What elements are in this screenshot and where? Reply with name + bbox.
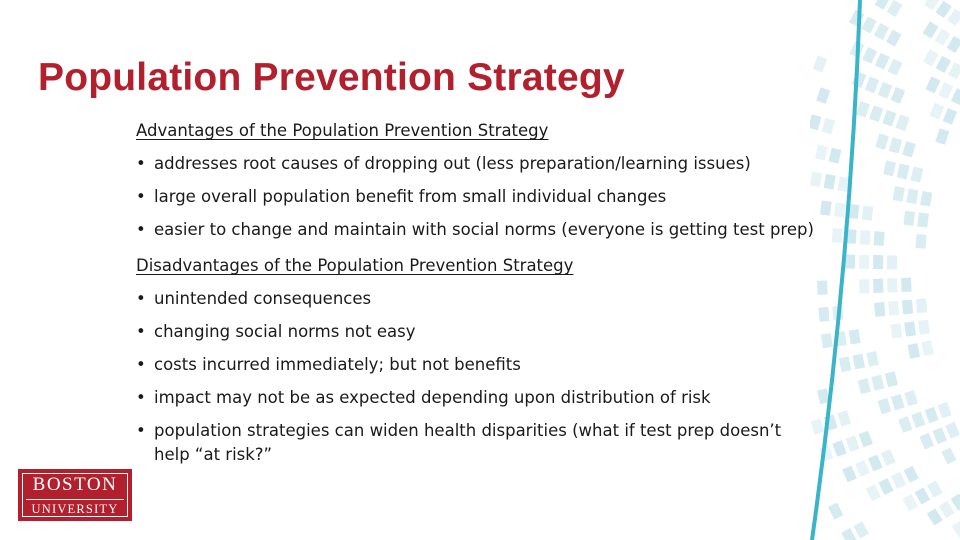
pattern-tile bbox=[842, 466, 857, 483]
pattern-tile bbox=[832, 228, 843, 243]
pattern-tile bbox=[853, 521, 869, 538]
pattern-tile bbox=[951, 494, 960, 511]
pattern-tile bbox=[887, 278, 897, 292]
pattern-tile bbox=[904, 466, 919, 483]
pattern-tile bbox=[883, 160, 896, 176]
pattern-tile bbox=[906, 189, 918, 205]
pattern-tile bbox=[862, 47, 877, 64]
pattern-tile bbox=[890, 323, 902, 338]
pattern-tile bbox=[852, 71, 867, 88]
list-item-text: changing social norms not easy bbox=[154, 322, 416, 341]
pattern-tile bbox=[878, 398, 892, 414]
list-item-text: large overall population benefit from small individual changes bbox=[154, 187, 667, 206]
pattern-tile bbox=[916, 298, 927, 313]
pattern-tile bbox=[902, 494, 918, 511]
bullet-glyph: • bbox=[136, 154, 146, 173]
pattern-tile bbox=[920, 191, 932, 207]
pattern-tile bbox=[839, 356, 851, 372]
pattern-tile bbox=[834, 202, 846, 217]
list-item-text: addresses root causes of dropping out (less preparation/learning issues) bbox=[154, 154, 751, 173]
pattern-tile bbox=[853, 354, 865, 370]
pattern-tile bbox=[938, 82, 953, 99]
slide-title: Population Prevention Strategy bbox=[38, 56, 625, 99]
pattern-tile bbox=[818, 307, 829, 322]
pattern-tile bbox=[875, 0, 891, 10]
logo-line-1: BOSTON bbox=[32, 474, 118, 495]
pattern-tile bbox=[881, 449, 896, 466]
pattern-tile bbox=[952, 521, 960, 538]
list-item-text: unintended consequences bbox=[154, 289, 372, 308]
pattern-tile bbox=[859, 279, 869, 293]
bullet-glyph: • bbox=[136, 289, 146, 308]
pattern-tile bbox=[943, 108, 958, 125]
pattern-tile bbox=[837, 410, 851, 426]
pattern-tile bbox=[828, 503, 843, 520]
pattern-tile bbox=[898, 416, 912, 433]
pattern-tile bbox=[821, 333, 833, 348]
disadvantages-list bbox=[136, 287, 816, 467]
pattern-tile bbox=[935, 128, 949, 144]
bullet-glyph: • bbox=[136, 220, 146, 239]
pattern-tile bbox=[856, 101, 870, 117]
pattern-tile bbox=[887, 255, 897, 269]
pattern-tile bbox=[904, 390, 918, 406]
list-item-text: costs incurred immediately; but not benefits bbox=[154, 355, 521, 374]
pattern-tile bbox=[903, 211, 915, 226]
pattern-tile bbox=[923, 49, 938, 66]
pattern-tile bbox=[849, 10, 864, 27]
pattern-tile bbox=[886, 30, 901, 47]
pattern-tile bbox=[921, 340, 933, 356]
pattern-tile bbox=[813, 56, 828, 73]
bullet-glyph: • bbox=[136, 388, 146, 407]
pattern-tile bbox=[878, 82, 893, 99]
pattern-tile bbox=[908, 343, 920, 359]
pattern-tile bbox=[891, 472, 906, 489]
bullet-glyph: • bbox=[136, 355, 146, 374]
pattern-tile bbox=[935, 29, 951, 46]
pattern-tile bbox=[904, 321, 916, 336]
list-item bbox=[136, 320, 816, 344]
pattern-tile bbox=[947, 36, 960, 53]
advantages-heading: Advantages of the Population Prevention Strategy bbox=[136, 121, 549, 140]
pattern-tile bbox=[911, 412, 925, 429]
disadvantages-heading: Disadvantages of the Population Prevention Strategy bbox=[136, 256, 574, 275]
list-item bbox=[136, 218, 816, 242]
pattern-tile bbox=[865, 77, 880, 94]
pattern-tile bbox=[845, 255, 855, 269]
pattern-tile bbox=[841, 528, 857, 540]
pattern-tile bbox=[896, 115, 910, 131]
decorative-arc-pattern bbox=[810, 0, 960, 540]
list-item bbox=[136, 287, 816, 311]
pattern-tile bbox=[936, 1, 952, 18]
pattern-tile bbox=[862, 206, 874, 221]
pattern-tile bbox=[924, 0, 940, 10]
pattern-tile bbox=[858, 378, 871, 394]
teal-accent-curve bbox=[812, 0, 860, 540]
pattern-tile bbox=[936, 56, 951, 73]
pattern-tile bbox=[918, 319, 930, 334]
pattern-tile bbox=[917, 212, 929, 227]
pattern-tile bbox=[875, 133, 888, 149]
pattern-tile bbox=[871, 375, 884, 391]
pattern-tile bbox=[926, 76, 941, 93]
pattern-tile bbox=[824, 174, 836, 190]
pattern-tile bbox=[932, 427, 947, 444]
pattern-tile bbox=[902, 141, 915, 157]
bullet-glyph: • bbox=[136, 421, 146, 440]
pattern-tile bbox=[873, 279, 883, 293]
logo-divider bbox=[26, 499, 124, 500]
pattern-tile bbox=[866, 351, 878, 367]
pattern-tile bbox=[878, 478, 893, 495]
pattern-tile bbox=[930, 103, 945, 120]
list-item bbox=[136, 419, 816, 467]
pattern-tile bbox=[859, 255, 869, 269]
pattern-tile bbox=[817, 281, 827, 295]
pattern-tile bbox=[874, 302, 885, 317]
list-item bbox=[136, 386, 816, 410]
pattern-tile bbox=[832, 440, 846, 457]
pattern-tile bbox=[927, 508, 943, 525]
pattern-tile bbox=[868, 455, 883, 472]
logo-line-2: UNIVERSITY bbox=[31, 502, 119, 516]
pattern-tile bbox=[891, 87, 906, 104]
pattern-tile bbox=[915, 487, 931, 504]
bullet-glyph: • bbox=[136, 187, 146, 206]
list-item bbox=[136, 353, 816, 377]
pattern-tile bbox=[829, 148, 842, 164]
pattern-tile bbox=[901, 278, 911, 292]
pattern-tile bbox=[893, 186, 905, 202]
advantages-list bbox=[136, 152, 816, 242]
pattern-tile bbox=[874, 231, 885, 246]
pattern-tile bbox=[910, 167, 923, 183]
pattern-tile bbox=[874, 23, 889, 40]
list-item-text: population strategies can widen health disparities (what if test prep doesn’t help “at risk?” bbox=[154, 421, 782, 464]
pattern-tile bbox=[866, 484, 881, 501]
list-item bbox=[136, 152, 816, 176]
pattern-tile bbox=[875, 53, 890, 70]
pattern-tile bbox=[888, 301, 899, 316]
pattern-tile bbox=[820, 201, 832, 216]
pattern-tile bbox=[945, 422, 960, 439]
pattern-tile bbox=[925, 407, 939, 424]
pattern-tile bbox=[869, 105, 883, 121]
pattern-tile bbox=[951, 88, 960, 105]
boston-university-logo bbox=[18, 469, 132, 521]
pattern-tile bbox=[941, 447, 956, 464]
pattern-tile bbox=[889, 137, 902, 153]
pattern-tile bbox=[902, 300, 913, 315]
pattern-tile bbox=[938, 402, 952, 419]
pattern-tile bbox=[923, 21, 939, 38]
pattern-tile bbox=[846, 435, 860, 452]
pattern-tile bbox=[859, 431, 873, 448]
list-item bbox=[136, 185, 816, 209]
pattern-tile bbox=[916, 234, 927, 249]
pattern-tile bbox=[855, 460, 870, 477]
pattern-tile bbox=[849, 329, 861, 344]
bullet-glyph: • bbox=[136, 322, 146, 341]
pattern-tile bbox=[816, 87, 830, 103]
pattern-tile bbox=[897, 164, 910, 180]
list-item-text: impact may not be as expected depending upon distribution of risk bbox=[154, 388, 711, 407]
pattern-tile bbox=[948, 62, 960, 79]
pattern-tile bbox=[882, 110, 896, 126]
pattern-tile bbox=[860, 230, 871, 245]
pattern-tile bbox=[873, 255, 883, 269]
pattern-tile bbox=[919, 433, 934, 450]
pattern-tile bbox=[887, 0, 903, 17]
slide-body bbox=[136, 119, 816, 467]
pattern-tile bbox=[888, 59, 903, 76]
list-item-text: easier to change and maintain with social norms (everyone is getting test prep) bbox=[154, 220, 814, 239]
pattern-tile bbox=[861, 16, 876, 33]
pattern-tile bbox=[927, 481, 943, 498]
pattern-tile bbox=[885, 371, 898, 387]
pattern-tile bbox=[891, 394, 905, 410]
pattern-tile bbox=[821, 118, 834, 134]
pattern-tile bbox=[947, 9, 960, 26]
pattern-tile bbox=[815, 145, 828, 161]
pattern-tile bbox=[939, 501, 955, 518]
